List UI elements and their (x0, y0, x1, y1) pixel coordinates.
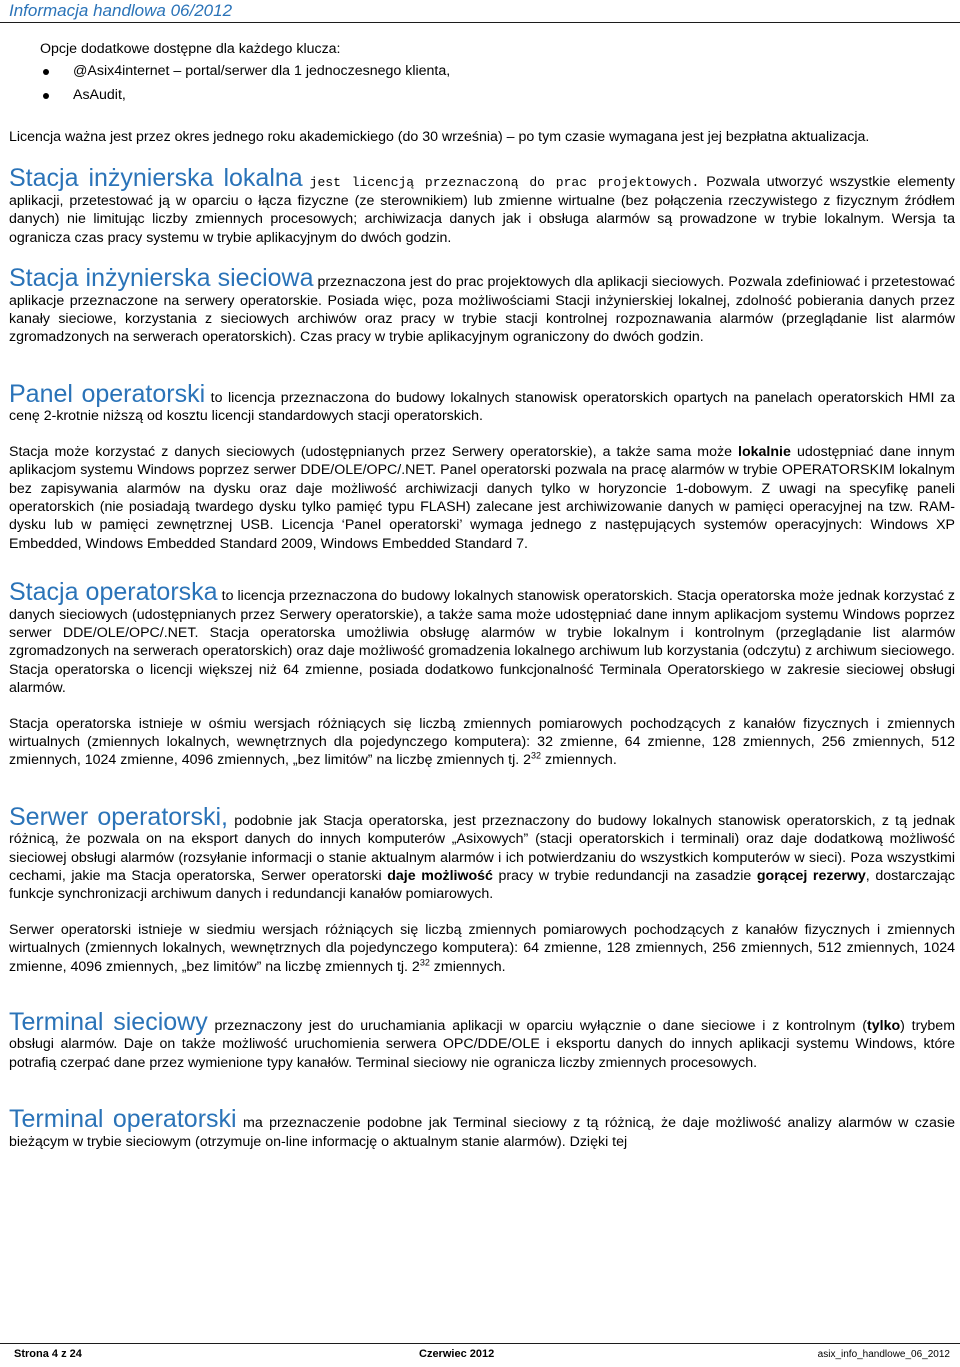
section-lead: jest licencją przeznaczoną do prac projektowych. (309, 174, 700, 190)
section-terminal-sieciowy (9, 1008, 956, 1072)
intro-block (9, 40, 955, 147)
section-heading: Terminal sieciowy (9, 1008, 208, 1037)
section-stacja-lokalna (9, 163, 955, 248)
section-bold-text: tylko (867, 1018, 901, 1035)
page-number: Strona 4 z 24 (14, 1348, 82, 1360)
section-paragraph (9, 264, 955, 347)
list-item (40, 62, 955, 80)
section-heading: Stacja operatorska (9, 578, 218, 607)
section-paragraph (9, 1105, 955, 1151)
header-rule (0, 22, 960, 23)
section-text: ) trybem obsługi alarmów. Daje on także możliwość uruchomienia serwera OPC/DDE/OLE i eksportu danych do innych aplikacji systemu Windows, które potrafią czerpać dane przez wymienione typy kanałów. Terminal sieciowy nie ogranicza liczby zmiennych procesowych. (9, 1018, 956, 1071)
section-text: zmiennych. (545, 752, 617, 769)
section-text: , dostarczając funkcje synchronizacji archiwum danych i redundancji kanałów pomiarowych. (9, 868, 955, 903)
section-paragraph (9, 578, 955, 697)
bullet-icon (43, 69, 49, 75)
section-paragraph (9, 1008, 956, 1072)
section-bold-text: gorącej rezerwy (756, 868, 866, 884)
section-bold-text: lokalnie (738, 443, 791, 460)
section-text: zmiennych. (433, 958, 506, 975)
section-body: to licencja przeznaczona do budowy lokalnych stanowisk operatorskich opartych na panelach operatorskich HMI za cenę 2-krotnie niższą od kosztu licencji standardowych stacji operatorskich. (9, 389, 955, 425)
section-paragraph (9, 443, 955, 553)
section-body: to licencja przeznaczona do budowy lokalnych stanowisk operatorskich. Stacja operatorska może jednak korzystać z danych sieciowych (udostępnianych przez Serwery operatorskie), a także sama może udostępniać dane innym aplikacjom systemu Windows poprzez serwer DDE/OLE/OPC/.NET. Stacja operatorska umożliwia obsługę alarmów w trybie lokalnym i kontrolnym (przeglądanie list alarmów zgromadzonych na serwerach operatorskich) oraz daje możliwość gromadzenia lokalnego archiwum lub korzystania (odczytu) z archiwum sieciowego. Stacja operatorska o licencji większej niż 64 zmienne, posiada dodatkowo funkcjonalność Terminala Operatorskiego w zakresie sieciowej obsługi alarmów. (9, 588, 955, 697)
footer-date: Czerwiec 2012 (419, 1348, 495, 1360)
section-body: Pozwala utworzyć wszystkie elementy aplikacji, przetestować ją w oparciu o łącza fizyczne (ze sterownikiem) lub zmienne wirtualne (bez połączenia rzeczywistego z fizycznym źródłem danych) nie limitując liczby zmiennych procesowych; archiwizacja danych jak i obsługa alarmów są prowadzone w trybie lokalnym. Wersja ta ogranicza czas pracy systemu w trybie aplikacyjnym do dwóch godzin. (9, 173, 955, 246)
section-text: Stacja operatorska istnieje w ośmiu wersjach różniących się liczbą zmiennych pomiarowych pochodzących z kanałów fizycznych i zmiennych wirtualnych (zmiennych lokalnych, wewnętrznych dla pojedynczego komputera): 32 zmienne, 64 zmienne, 128 zmiennych, 256 zmiennych, 512 zmiennych, 1024 zmienne, 4096 zmiennych, „bez limitów” na liczbę zmiennych tj. 2 (9, 715, 955, 769)
section-heading: Stacja inżynierska lokalna (9, 163, 303, 192)
section-bold-text: daje możliwość (387, 868, 493, 884)
section-paragraph (9, 379, 955, 426)
footer-file-name: asix_info_handlowe_06_2012 (817, 1349, 950, 1360)
section-text: Serwer operatorski istnieje w siedmiu wersjach różniących się liczbą zmiennych pomiarowych pochodzących z kanałów fizycznych i zmiennych wirtualnych (zmiennych lokalnych, wewnętrznych dla pojedynczego komputera): 64 zmienne, 128 zmiennych, 256 zmiennych, 512 zmiennych, 1024 zmienne, 4096 zmiennych, „bez limitów” na liczbę zmiennych tj. 2 (9, 921, 955, 975)
section-text: Stacja może korzystać z danych sieciowych (udostępnianych przez Serwery operatorskie), a także sama może (9, 443, 732, 460)
section-text: przeznaczony jest do uruchamiania aplikacji w oparciu wyłącznie o dane sieciowe i z kontrolnym ( (214, 1018, 868, 1035)
section-heading: Terminal operatorski (9, 1105, 237, 1134)
section-paragraph (9, 802, 955, 904)
section-text: pracy w trybie redundancji na zasadzie (498, 868, 752, 884)
options-lead: Opcje dodatkowe dostępne dla każdego klucza: (40, 41, 341, 57)
list-item-text: @Asix4internet – portal/serwer dla 1 jednoczesnego klienta, (73, 63, 451, 80)
section-paragraph (9, 163, 955, 248)
section-heading: Serwer operatorski, (9, 802, 228, 831)
section-serwer-operatorski (9, 802, 955, 976)
section-body: ma przeznaczenie podobne jak Terminal sieciowy z tą różnicą, że daje możliwość analizy alarmów w czasie bieżącym w trybie sieciowym (otrzymuje on-line informację o aktualnym stanie alarmów). Dzięki tej (9, 1115, 955, 1150)
section-panel-operatorski (9, 379, 955, 553)
license-note: Licencja ważna jest przez okres jednego roku akademickiego (do 30 września) – po tym czasie wymagana jest jej bezpłatna aktualizacja. (9, 129, 870, 146)
exponent: 32 (419, 956, 430, 967)
section-paragraph (9, 921, 955, 976)
section-paragraph (9, 715, 955, 770)
list-item (40, 86, 955, 104)
section-text: podobnie jak Stacja operatorska, jest przeznaczony do budowy lokalnych stanowisk operatorskich, z tą jednak różnicą, że pozwala on na eksport danych do innych komputerów „Asixowych” (stacji operatorskich i terminali) oraz daje dodatkową możliwość sieciowej obsługi alarmów (rozsyłanie informacji o stanie aktualnym alarmów i ich potwierdzaniu do wszystkich komputerów w sieci). Poza wszystkimi cechami, jakie ma Stacja operatorska, Serwer operatorski (9, 812, 955, 884)
document-header-title: Informacja handlowa 06/2012 (9, 1, 233, 20)
section-stacja-sieciowa (9, 264, 955, 347)
footer-rule (0, 1343, 960, 1344)
section-text: udostępniać dane innym aplikacjom systemu Windows poprzez serwer DDE/OLE/OPC/.NET. Panel operatorski pozwala na pracę alarmów w trybie OPERATORSKIM lokalnym bez zapisywania alarmów na dysku oraz daje możliwość archiwizacji danych tylko w horyzoncie 1-dobowym. Z uwagi na specyfikę paneli operatorskich (nie posiadają twardego dysku tylko pamięć typu FLASH) zalecane jest archiwizowanie danych w pamięci operacyjnej na tzw. RAM-dysku lub w pamięci zewnętrznej USB. Licencja ‘Panel operatorski’ wymaga jednego z następujących systemów operacyjnych: Windows XP Embedded, Windows Embedded Standard 2009, Windows Embedded Standard 7. (9, 443, 955, 552)
exponent: 32 (531, 750, 542, 761)
options-list (40, 62, 955, 104)
bullet-icon (43, 93, 49, 99)
section-heading: Panel operatorski (9, 379, 206, 408)
section-body: przeznaczona jest do prac projektowych dla aplikacji sieciowych. Pozwala zdefiniować i przetestować aplikacje przeznaczone na serwery operatorskie. Posiada więc, poza możliwościami Stacji inżynierskiej lokalnej, zdolność pobierania danych przez kanały sieciowe, korzystania z sieciowych archiwów oraz pracy w trybie stacji kontrolnej rozpoznawania alarmów (przeglądanie list alarmów zgromadzonych na serwerach operatorskich). Czas pracy w trybie aplikacyjnym ograniczony do dwóch godzin. (9, 274, 955, 346)
section-heading: Stacja inżynierska sieciowa (9, 264, 314, 293)
document-body (9, 40, 955, 1151)
section-terminal-operatorski (9, 1105, 955, 1151)
section-stacja-operatorska (9, 578, 955, 770)
list-item-text: AsAudit, (73, 86, 126, 103)
